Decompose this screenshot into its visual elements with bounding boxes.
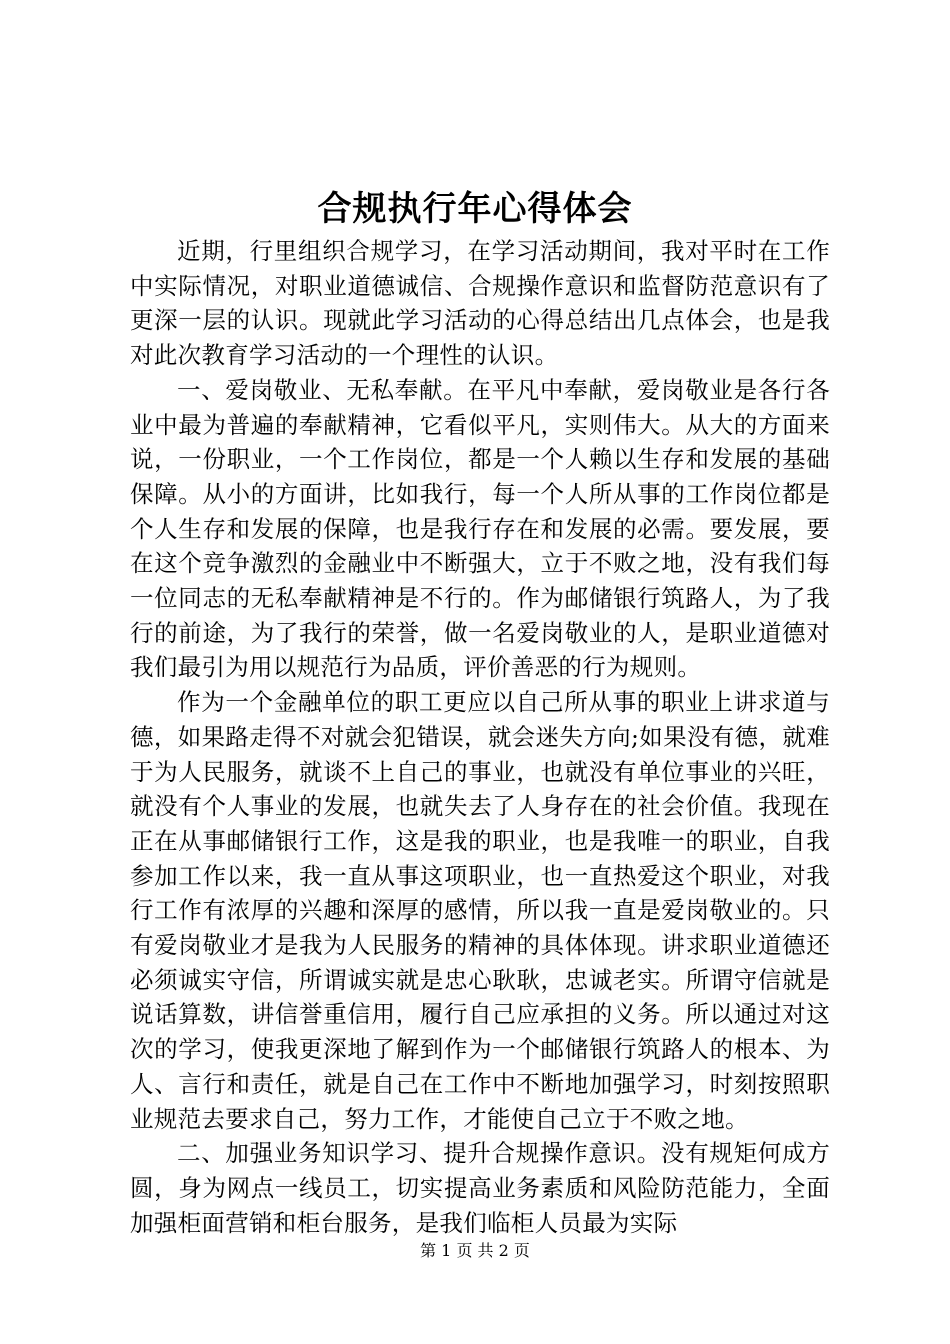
paragraph-section-2: 二、加强业务知识学习、提升合规操作意识。没有规矩何成方圆，身为网点一线员工，切实提高业务素质和风险防范能力，全面加强柜面营销和柜台服务，是我们临柜人员最为实际 [130, 1139, 830, 1237]
paragraph-section-1-continued: 作为一个金融单位的职工更应以自己所从事的职业上讲求道与德，如果路走得不对就会犯错误，就会迷失方向;如果没有德，就难于为人民服务，就谈不上自己的事业，也就没有单位事业的兴旺，就没有个人事业的发展，也就失去了人身存在的社会价值。我现在正在从事邮储银行工作，这是我的职业，也是我唯一的职业，自我参加工作以来，我一直从事这项职业，也一直热爱这个职业，对我行工作有浓厚的兴趣和深厚的感情，所以我一直是爱岗敬业的。只有爱岗敬业才是我为人民服务的精神的具体体现。讲求职业道德还必须诚实守信，所谓诚实就是忠心耿耿，忠诚老实。所谓守信就是说话算数，讲信誉重信用，履行自己应承担的义务。所以通过对这次的学习，使我更深地了解到作为一个邮储银行筑路人的根本、为人、言行和责任，就是自己在工作中不断地加强学习，时刻按照职业规范去要求自己，努力工作，才能使自己立于不败之地。 [130, 688, 830, 1133]
paragraph-section-1: 一、爱岗敬业、无私奉献。在平凡中奉献，爱岗敬业是各行各业中最为普遍的奉献精神，它看似平凡，实则伟大。从大的方面来说，一份职业，一个工作岗位，都是一个人赖以生存和发展的基础保障。从小的方面讲，比如我行，每一个人所从事的工作岗位都是个人生存和发展的保障，也是我行存在和发展的必需。要发展，要在这个竞争激烈的金融业中不断强大，立于不败之地，没有我们每一位同志的无私奉献精神是不行的。作为邮储银行筑路人，为了我行的前途，为了我行的荣誉，做一名爱岗敬业的人，是职业道德对我们最引为用以规范行为品质，评价善恶的行为规则。 [130, 375, 830, 682]
document-title: 合规执行年心得体会 [317, 189, 633, 229]
page-footer: 第 1 页 共 2 页 [420, 1241, 530, 1260]
document-body [130, 234, 830, 1240]
paragraph-intro: 近期，行里组织合规学习，在学习活动期间，我对平时在工作中实际情况，对职业道德诚信、合规操作意识和监督防范意识有了更深一层的认识。现就此学习活动的心得总结出几点体会，也是我对此次教育学习活动的一个理性的认识。 [130, 237, 830, 370]
